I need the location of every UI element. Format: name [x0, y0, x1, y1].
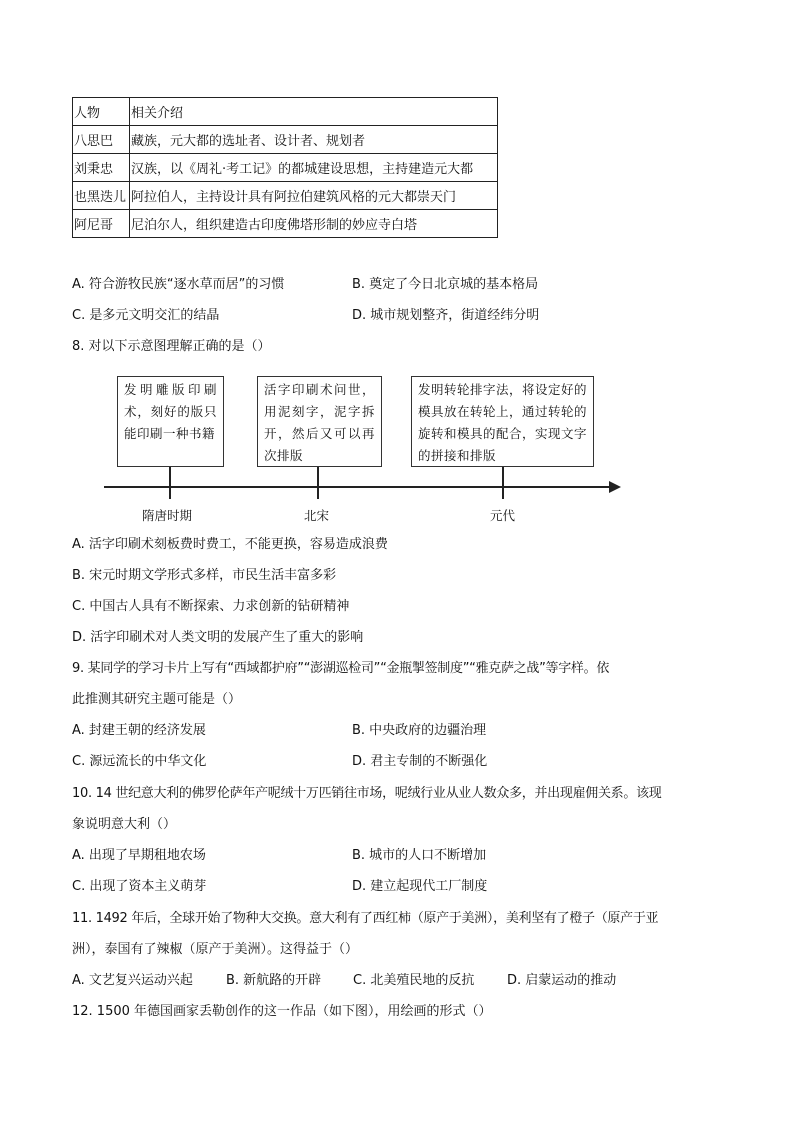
q10-option-b: B. 城市的人口不断增加 [352, 848, 487, 863]
timeline-connector [317, 467, 319, 499]
q10-option-c: C. 出现了资本主义萌芽 [72, 879, 207, 894]
q9-option-b: B. 中央政府的边疆治理 [352, 723, 487, 738]
table-cell: 八思巴 [73, 126, 130, 154]
timeline-axis [104, 486, 614, 488]
table-row [73, 154, 498, 182]
q10-option-a: A. 出现了早期租地农场 [72, 848, 206, 863]
table-row [73, 182, 498, 210]
q8-option-a: A. 活字印刷术刻板费时费工，不能更换，容易造成浪费 [72, 537, 388, 552]
q7-option-c: C. 是多元文明交汇的结晶 [72, 308, 220, 323]
table-header-cell: 人物 [73, 98, 130, 126]
timeline-box-northern-song: 活字印刷术问世，用泥刻字，泥字拆开，然后又可以再次排版 [257, 376, 382, 467]
q11-stem-line1: 11. 1492 年后，全球开始了物种大交换。意大利有了西红柿（原产于美洲），美利坚有了橙子（原产于亚 [72, 911, 659, 926]
q11-option-d: D. 启蒙运动的推动 [507, 973, 617, 988]
table-cell: 尼泊尔人，组织建造古印度佛塔形制的妙应寺白塔 [130, 210, 498, 238]
q7-option-a: A. 符合游牧民族“逐水草而居”的习惯 [72, 277, 285, 292]
q10-stem-line2: 象说明意大利（） [72, 817, 177, 832]
q8-option-c: C. 中国古人具有不断探索、力求创新的钻研精神 [72, 599, 350, 614]
q11-stem-line2: 洲），泰国有了辣椒（原产于美洲）。这得益于（） [72, 942, 359, 957]
timeline-box-sui-tang: 发明雕版印刷术，刻好的版只能印刷一种书籍 [117, 376, 224, 467]
q12-stem: 12. 1500 年德国画家丢勒创作的这一作品（如下图），用绘画的形式（） [72, 1004, 492, 1019]
table-cell: 汉族，以《周礼·考工记》的都城建设思想，主持建造元大都 [130, 154, 498, 182]
q9-stem-line2: 此推测其研究主题可能是（） [72, 692, 242, 707]
timeline-label: 隋唐时期 [142, 508, 193, 523]
timeline-connector [169, 467, 171, 499]
timeline-label: 元代 [490, 508, 516, 523]
q9-option-d: D. 君主专制的不断强化 [352, 754, 488, 769]
table-cell: 刘秉忠 [73, 154, 130, 182]
timeline-box-yuan: 发明转轮排字法，将设定好的模具放在转轮上，通过转轮的旋转和模具的配合，实现文字的拼接和排版 [411, 376, 594, 467]
q11-option-c: C. 北美殖民地的反抗 [353, 973, 475, 988]
q7-option-d: D. 城市规划整齐，街道经纬分明 [352, 308, 540, 323]
q11-option-b: B. 新航路的开辟 [226, 973, 322, 988]
table-row [73, 210, 498, 238]
table-row [73, 126, 498, 154]
timeline-arrowhead [609, 481, 621, 493]
timeline-connector [502, 467, 504, 499]
q10-stem-line1: 10. 14 世纪意大利的佛罗伦萨年产呢绒十万匹销往市场，呢绒行业从业人数众多，并出现雇佣关系。该现 [72, 786, 662, 801]
table-cell: 藏族，元大都的选址者、设计者、规划者 [130, 126, 498, 154]
table-cell: 也黑迭儿 [73, 182, 130, 210]
table-cell: 阿尼哥 [73, 210, 130, 238]
table-cell: 阿拉伯人，主持设计具有阿拉伯建筑风格的元大都崇天门 [130, 182, 498, 210]
q7-option-b: B. 奠定了今日北京城的基本格局 [352, 277, 539, 292]
q11-option-a: A. 文艺复兴运动兴起 [72, 973, 193, 988]
timeline-label: 北宋 [304, 508, 330, 523]
q8-option-b: B. 宋元时期文学形式多样，市民生活丰富多彩 [72, 568, 337, 583]
q9-stem-line1: 9. 某同学的学习卡片上写有“西域都护府”“澎湖巡检司”“金瓶掣签制度”“雅克萨之战”等字样。依 [72, 661, 610, 676]
table-header-row [73, 98, 498, 126]
table-header-cell: 相关介绍 [130, 98, 498, 126]
q9-option-a: A. 封建王朝的经济发展 [72, 723, 206, 738]
q8-option-d: D. 活字印刷术对人类文明的发展产生了重大的影响 [72, 630, 364, 645]
q9-option-c: C. 源远流长的中华文化 [72, 754, 207, 769]
q8-stem: 8. 对以下示意图理解正确的是（） [72, 339, 271, 354]
q10-option-d: D. 建立起现代工厂制度 [352, 879, 488, 894]
figures-table [72, 97, 498, 238]
